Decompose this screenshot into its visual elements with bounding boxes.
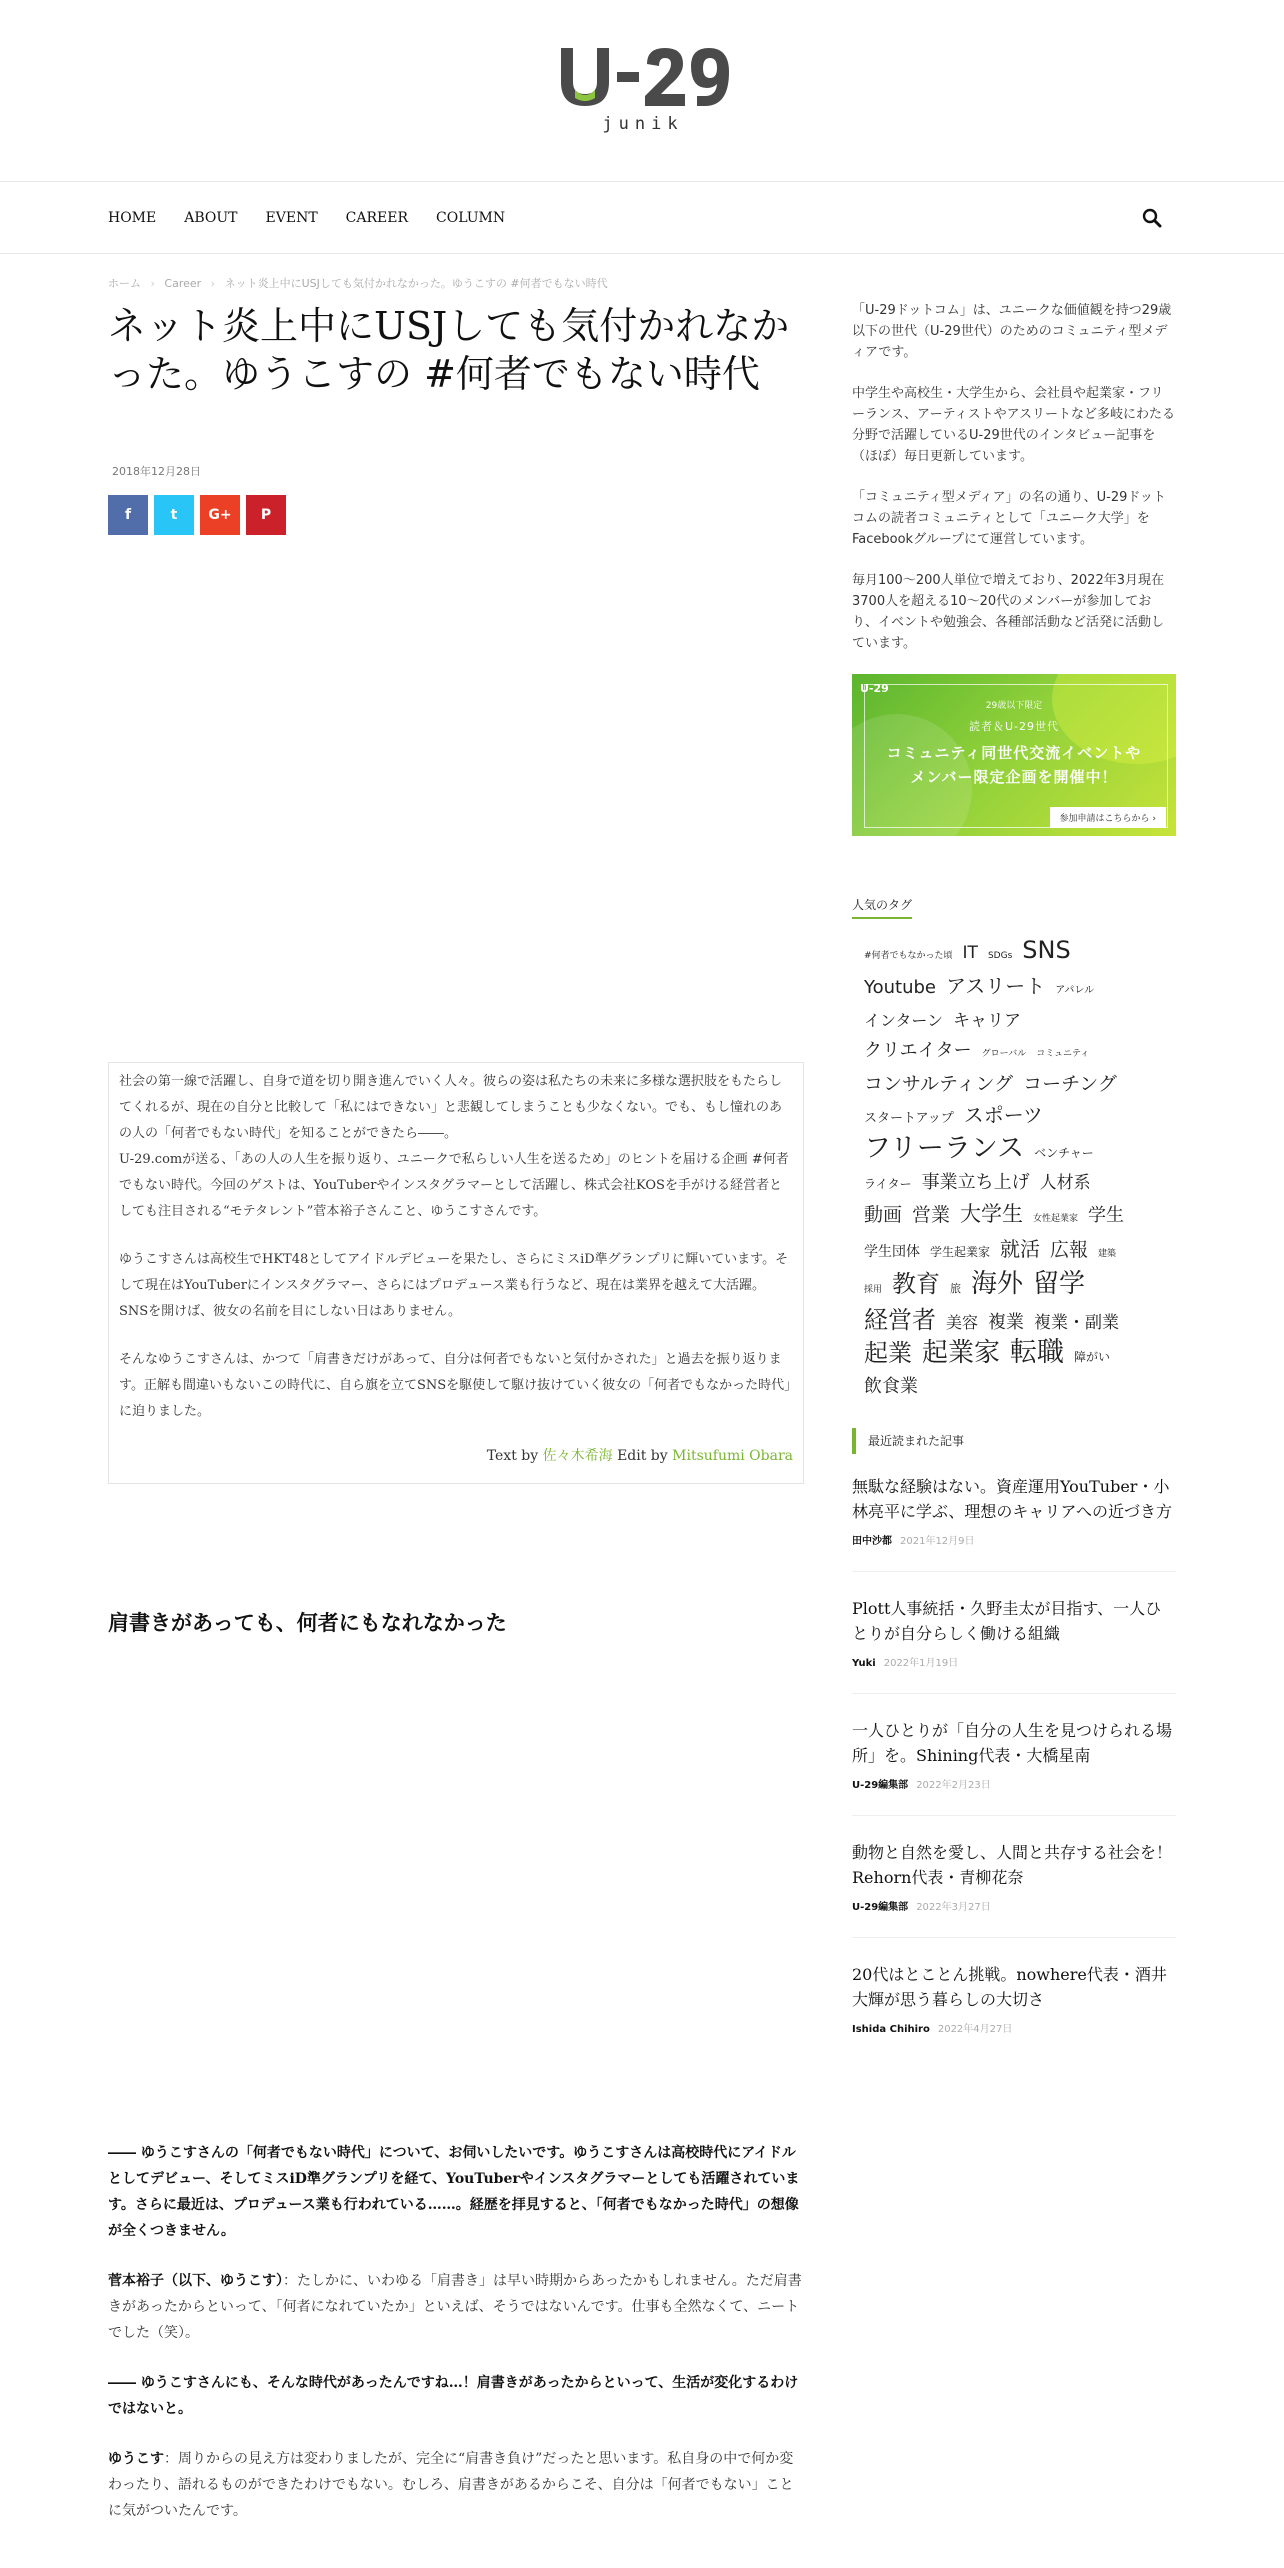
tag-link[interactable]: アパレル	[1055, 985, 1095, 996]
site-header	[0, 0, 1284, 182]
article-body	[108, 2140, 804, 2548]
edit-by-label: Edit by	[617, 1448, 668, 1464]
recent-article-date: 2022年3月27日	[916, 1902, 991, 1913]
tag-link[interactable]: 営業	[912, 1204, 951, 1226]
tag-link[interactable]: コーチング	[1023, 1073, 1117, 1095]
breadcrumb-separator-icon: ›	[150, 277, 155, 290]
tag-link[interactable]: 女性起業家	[1033, 1214, 1079, 1224]
answer-text: ：周りからの見え方は変わりましたが、完全に“肩書き負け”だったと思います。私自身の中で何か変わったり、語れるものができたわけでもない。むしろ、肩書きがあるからこそ、自分は「何者でもない」ことに気がついたんです。	[108, 2451, 794, 2519]
about-paragraph: 「コミュニティ型メディア」の名の通り、U-29ドットコムの読者コミュニティとして「ユニーク大学」をFacebookグループにて運営しています。	[852, 490, 1166, 547]
tag-link[interactable]: フリーランス	[864, 1133, 1025, 1164]
recent-article	[852, 1474, 1176, 1572]
nav-item-career[interactable]: CAREER	[345, 210, 409, 226]
recent-article-title[interactable]: 20代はとことん挑戦。nowhere代表・酒井大輝が思う暮らしの大切さ	[852, 1965, 1167, 2009]
intro-paragraph: 社会の第一線で活躍し、自身で道を切り開き進んでいく人々。彼らの姿は私たちの未来に多様な選択肢をもたらしてくれるが、現在の自分と比較して「私にはできない」と悲観してしまうことも少なくない。でも、もし憧れのあの人の「何者でもない時代」を知ることができたら――。	[119, 1074, 783, 1141]
speaker-name: ゆうこす	[108, 2451, 164, 2467]
tag-link[interactable]: 起業	[864, 1339, 912, 1367]
tag-link[interactable]: 経営者	[864, 1306, 936, 1334]
tag-link[interactable]: 複業	[988, 1312, 1025, 1333]
tag-link[interactable]: 旅	[950, 1282, 962, 1295]
tags-title: 人気のタグ	[852, 896, 912, 919]
recent-article-date: 2022年2月23日	[916, 1780, 991, 1791]
tag-link[interactable]: SDGs	[987, 951, 1013, 961]
editor-link[interactable]: Mitsufumi Obara	[672, 1448, 793, 1464]
tag-link[interactable]: 学生団体	[864, 1244, 920, 1260]
tag-link[interactable]: 転職	[1010, 1337, 1065, 1368]
page-title: ネット炎上中にUSJしても気付かれなかった。ゆうこすの #何者でもない時代	[108, 304, 790, 396]
about-paragraph: 「U-29ドットコム」は、ユニークな価値観を持つ29歳以下の世代（U-29世代）のためのコミュニティ型メディアです。	[852, 303, 1172, 360]
tag-link[interactable]: 人材系	[1039, 1173, 1091, 1193]
tag-link[interactable]: 学生起業家	[930, 1245, 991, 1259]
twitter-share-button[interactable]: t	[154, 495, 194, 535]
tag-link[interactable]: 複業・副業	[1034, 1313, 1120, 1333]
about-widget	[852, 300, 1176, 654]
sidebar	[852, 300, 1176, 2083]
about-paragraph: 毎月100〜200人単位で増えており、2022年3月現在3700人を超える10〜20代のメンバーが参加しており、イベントや勉強会、各種部活動など活発に活動しています。	[852, 573, 1165, 651]
breadcrumb-career[interactable]: Career	[164, 277, 202, 290]
search-icon[interactable]	[1140, 206, 1164, 230]
recent-article-meta	[852, 1898, 1176, 1913]
tag-link[interactable]: 障がい	[1074, 1350, 1111, 1364]
nav-item-event[interactable]: EVENT	[265, 210, 318, 226]
recent-article-meta	[852, 1532, 1176, 1547]
intro-box	[108, 1062, 804, 1484]
tag-link[interactable]: Youtube	[864, 977, 936, 998]
credits	[119, 1443, 793, 1469]
breadcrumb-home[interactable]: ホーム	[108, 277, 141, 290]
tag-link[interactable]: クリエイター	[864, 1040, 972, 1061]
breadcrumb-current: ネット炎上中にUSJしても気付かれなかった。ゆうこすの #何者でもない時代	[224, 277, 608, 290]
interview-answer	[108, 2446, 804, 2524]
tag-link[interactable]: 動画	[864, 1204, 903, 1226]
u29-logo-mark	[553, 42, 733, 112]
text-by-label: Text by	[486, 1448, 539, 1464]
tag-link[interactable]: 起業家	[922, 1338, 1001, 1368]
recent-article-meta	[852, 2020, 1176, 2035]
tag-link[interactable]: 就活	[1000, 1237, 1041, 1261]
about-paragraph: 中学生や高校生・大学生から、会社員や起業家・フリーランス、アーティストやアスリートなど多岐にわたる分野で活躍しているU-29世代のインタビュー記事を（ほぼ）毎日更新しています。	[852, 386, 1176, 464]
recent-article-title[interactable]: 一人ひとりが「自分の人生を見つけられる場所」を。Shining代表・大橋星南	[852, 1721, 1173, 1765]
banner-cta-button[interactable]: 参加申請はこちらから ›	[1050, 807, 1166, 828]
recent-article-author[interactable]: Ishida Chihiro	[852, 2024, 930, 2035]
tag-link[interactable]: インターン	[864, 1011, 944, 1030]
tag-link[interactable]: キャリア	[953, 1011, 1022, 1031]
nav-item-column[interactable]: COLUMN	[436, 210, 506, 226]
banner-small-text: 29歳以下限定	[985, 701, 1043, 711]
tag-link[interactable]: 建築	[1098, 1249, 1117, 1259]
logo-subtitle: junik	[602, 114, 684, 134]
tag-link[interactable]: 事業立ち上げ	[921, 1172, 1030, 1193]
intro-paragraph: そんなゆうこすさんは、かつて「肩書きだけがあって、自分は何者でもないと気付かされた」と過去を振り返ります。正解も間違いもないこの時代に、自ら旗を立てSNSを駆使して駆け抜けていく彼女の「何者でもなかった時代」に迫りました。	[119, 1352, 791, 1419]
recent-article-author[interactable]: Yuki	[852, 1658, 876, 1669]
tag-link[interactable]: 飲食業	[864, 1376, 918, 1397]
tag-link[interactable]: 教育	[892, 1270, 941, 1298]
recent-article	[852, 1718, 1176, 1816]
facebook-share-button[interactable]: f	[108, 495, 148, 535]
nav-item-home[interactable]: HOME	[108, 210, 157, 226]
interview-answer	[108, 2268, 804, 2346]
recent-article	[852, 1596, 1176, 1694]
tag-link[interactable]: 広報	[1050, 1239, 1089, 1261]
recent-list	[852, 1474, 1176, 2059]
recent-article-title[interactable]: 動物と自然を愛し、人間と共存する社会を！Rehorn代表・青柳花奈	[852, 1843, 1173, 1887]
recent-article	[852, 1962, 1176, 2059]
recent-article-author[interactable]: U-29編集部	[852, 1780, 909, 1791]
share-buttons	[108, 495, 292, 535]
intro-paragraph: ゆうこすさんは高校生でHKT48としてアイドルデビューを果たし、さらにミスiD準グランプリに輝いています。そして現在はYouTuberにインスタグラマー、さらにはプロデュース業も行うなど、現在は業界を越えて大活躍。SNSを開けば、彼女の名前を目にしない日はありません。	[119, 1252, 789, 1319]
recent-article-date: 2022年4月27日	[937, 2024, 1013, 2035]
community-banner[interactable]	[852, 674, 1176, 836]
tag-link[interactable]: スポーツ	[963, 1103, 1043, 1127]
recent-article-title[interactable]: Plott人事統括・久野圭太が目指す、一人ひとりが自分らしく働ける組織	[852, 1599, 1162, 1643]
answer-text: ：たしかに、いわゆる「肩書き」は早い時期からあったかもしれません。ただ肩書きがあったからといって、「何者になれていたか」といえば、そうではないんです。仕事も全然なくて、ニートでした（笑）。	[108, 2273, 802, 2341]
section-heading: 肩書きがあっても、何者にもなれなかった	[108, 1611, 507, 1635]
nav-item-about[interactable]: ABOUT	[184, 210, 238, 226]
publish-date: 2018年12月28日	[112, 465, 201, 478]
google-plus-share-button[interactable]: G+	[200, 495, 240, 535]
tag-link[interactable]: IT	[962, 943, 978, 963]
recent-title: 最近読まれた記事	[852, 1428, 1176, 1454]
recent-article-title[interactable]: 無駄な経験はない。資産運用YouTuber・小林亮平に学ぶ、理想のキャリアへの近づき方	[852, 1477, 1173, 1521]
tag-link[interactable]: 留学	[1033, 1269, 1086, 1299]
recent-article-meta	[852, 1776, 1176, 1791]
tag-link[interactable]: コミュニティ	[1036, 1049, 1090, 1059]
breadcrumb-separator-icon: ›	[210, 277, 216, 290]
recent-article	[852, 1840, 1176, 1938]
tag-link[interactable]: SNS	[1022, 936, 1071, 964]
main-nav	[0, 182, 1284, 254]
tag-link[interactable]: 海外	[971, 1269, 1024, 1299]
banner-headline-2: メンバー限定企画を開催中！	[910, 768, 1118, 786]
tag-link[interactable]: グローバル	[981, 1049, 1027, 1059]
tag-link[interactable]: ライター	[864, 1177, 912, 1191]
banner-brand: U-29	[860, 682, 889, 695]
breadcrumb	[108, 275, 614, 291]
writer-link[interactable]: 佐々木希海	[542, 1448, 613, 1464]
site-logo[interactable]	[553, 42, 733, 142]
banner-subtitle: 読者＆U-29世代	[968, 720, 1060, 733]
tag-link[interactable]: 美容	[946, 1313, 979, 1332]
tag-link[interactable]: ベンチャー	[1034, 1146, 1094, 1160]
tag-cloud	[852, 935, 1176, 1402]
speaker-name: 菅本裕子（以下、ゆうこす）	[108, 2273, 283, 2289]
tag-link[interactable]: 採用	[864, 1285, 883, 1295]
recent-article-author[interactable]: U-29編集部	[852, 1902, 909, 1913]
recent-article-meta	[852, 1654, 1176, 1669]
tag-link[interactable]: 大学生	[960, 1202, 1024, 1226]
recent-article-date: 2021年12月9日	[900, 1536, 975, 1547]
tag-link[interactable]: 学生	[1088, 1205, 1125, 1226]
pinterest-share-button[interactable]: P	[246, 495, 286, 535]
interview-question: ―― ゆうこすさんにも、そんな時代があったんですね…！肩書きがあったからといって、生活が変化するわけではないと。	[108, 2375, 799, 2417]
tag-link[interactable]: アスリート	[946, 974, 1046, 998]
banner-headline-1: コミュニティ同世代交流イベントや	[886, 744, 1142, 762]
tag-link[interactable]: スタートアップ	[864, 1111, 954, 1126]
tag-link[interactable]: #何者でもなかった頃	[864, 951, 953, 961]
interview-question: ―― ゆうこすさんの「何者でもない時代」について、お伺いしたいです。ゆうこすさんは高校時代にアイドルとしてデビュー、そしてミスiD準グランプリを経て、YouTuberやインスタグラマーとしても活躍されています。さらに最近は、プロデュース業も行われている……。経歴を拝見すると、「何者でもなかった時代」の想像が全くつきません。	[108, 2145, 800, 2239]
intro-paragraph: U-29.comが送る、「あの人の人生を振り返り、ユニークで私らしい人生を送るため」のヒントを届ける企画 #何者でもない時代。今回のゲストは、YouTuberやインスタグラマーとして活躍し、株式会社KOSを手がける経営者としても注目される“モテタレント”菅本裕子さんこと、ゆうこすさんです。	[119, 1152, 789, 1219]
tag-link[interactable]: コンサルティング	[864, 1073, 1014, 1095]
recent-article-author[interactable]: 田中沙都	[852, 1536, 892, 1547]
recent-article-date: 2022年1月19日	[883, 1658, 959, 1669]
